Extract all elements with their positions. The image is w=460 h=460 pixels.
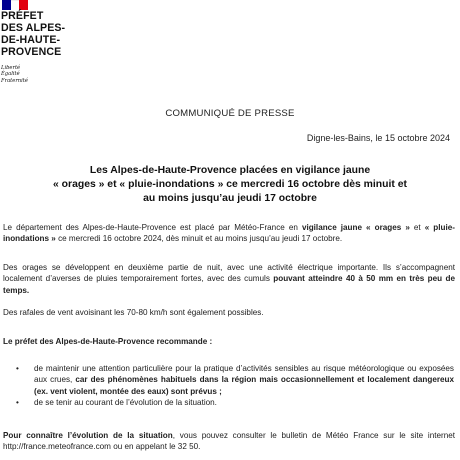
flag-blue-band	[2, 0, 11, 10]
press-headline	[20, 164, 440, 206]
bold-run: Alpes-de-Haute-Provence	[55, 337, 155, 346]
bold-run: recommande :	[154, 337, 213, 346]
paragraph-orages	[3, 262, 455, 296]
text-run: Des orages se développent en deuxième partie de nuit, avec une activité électrique importante. Ils s’accompagnent localement d’averses de pluies temporairement fortes, avec des cumuls	[3, 263, 455, 284]
headline-line: « orages » et « pluie-inondations » ce mercredi 16 octobre dès minuit et	[53, 179, 407, 190]
flag-red-band	[19, 0, 28, 10]
paragraph-vigilance	[3, 222, 455, 245]
list-item	[14, 397, 454, 408]
list-item	[14, 363, 454, 397]
text-run: de maintenir une attention particulière pour la pratique d’activités sensibles au risque météorologique ou exposées aux crues,	[34, 364, 454, 385]
motto-liberte: Liberté	[1, 65, 21, 71]
bold-run: vigilance jaune « orages »	[301, 223, 410, 232]
prefecture-line: PROVENCE	[1, 46, 62, 58]
text-run: ce mercredi 16 octobre 2024, dès minuit et au moins jusqu’au jeudi 17 octobre.	[55, 234, 343, 244]
republic-motto	[1, 65, 28, 84]
motto-fraternite: Fraternité	[1, 77, 28, 84]
paragraph-recommande	[3, 336, 455, 347]
prefecture-line: PRÉFET	[1, 10, 44, 22]
text-run: Le département des Alpes-de-Haute-Provence est placé par Météo-France en	[3, 223, 302, 232]
prefecture-line: DE-HAUTE-	[1, 34, 61, 46]
prefecture-logo-title	[1, 10, 65, 58]
recommendation-list	[14, 363, 454, 408]
text-run: de se tenir au courant de l’évolution de la situation.	[34, 397, 217, 407]
paragraph-rafales: Des rafales de vent avoisinant les 70-80 km/h sont également possibles.	[3, 308, 264, 317]
bold-run: car des phénomènes habituels dans la région mais occasionnellement et localement dangereux (ex. vent violent, montée des eaux) sont prévus ;	[34, 375, 454, 396]
headline-line: au moins jusqu’au jeudi 17 octobre	[143, 193, 317, 204]
document-type: COMMUNIQUÉ DE PRESSE	[165, 108, 295, 119]
bullet-icon: •	[16, 397, 19, 407]
motto-egalite: Égalité	[1, 71, 20, 78]
paragraph-information	[3, 430, 455, 453]
bullet-icon: •	[16, 364, 19, 373]
bold-run: Le préfet des	[3, 337, 56, 346]
headline-line: Les Alpes-de-Haute-Provence placées en vigilance jaune	[89, 165, 371, 176]
flag-white-band	[11, 0, 20, 10]
text-run: , vous pouvez consulter le bulletin de Météo France sur le site internet http://france.meteofrance.com ou en appelant le 32 50.	[3, 431, 455, 452]
french-flag-icon	[2, 0, 28, 10]
bold-run: pouvant atteindre 40 à 50 mm en très peu de temps.	[3, 274, 455, 295]
bold-run: « pluie-inondations »	[3, 223, 455, 244]
prefecture-line: DES ALPES-	[1, 22, 66, 34]
bold-run: Pour connaître l’évolution de la situation	[3, 431, 173, 440]
dateline: Digne-les-Bains, le 15 octobre 2024	[306, 133, 450, 143]
text-run: et	[409, 223, 425, 232]
